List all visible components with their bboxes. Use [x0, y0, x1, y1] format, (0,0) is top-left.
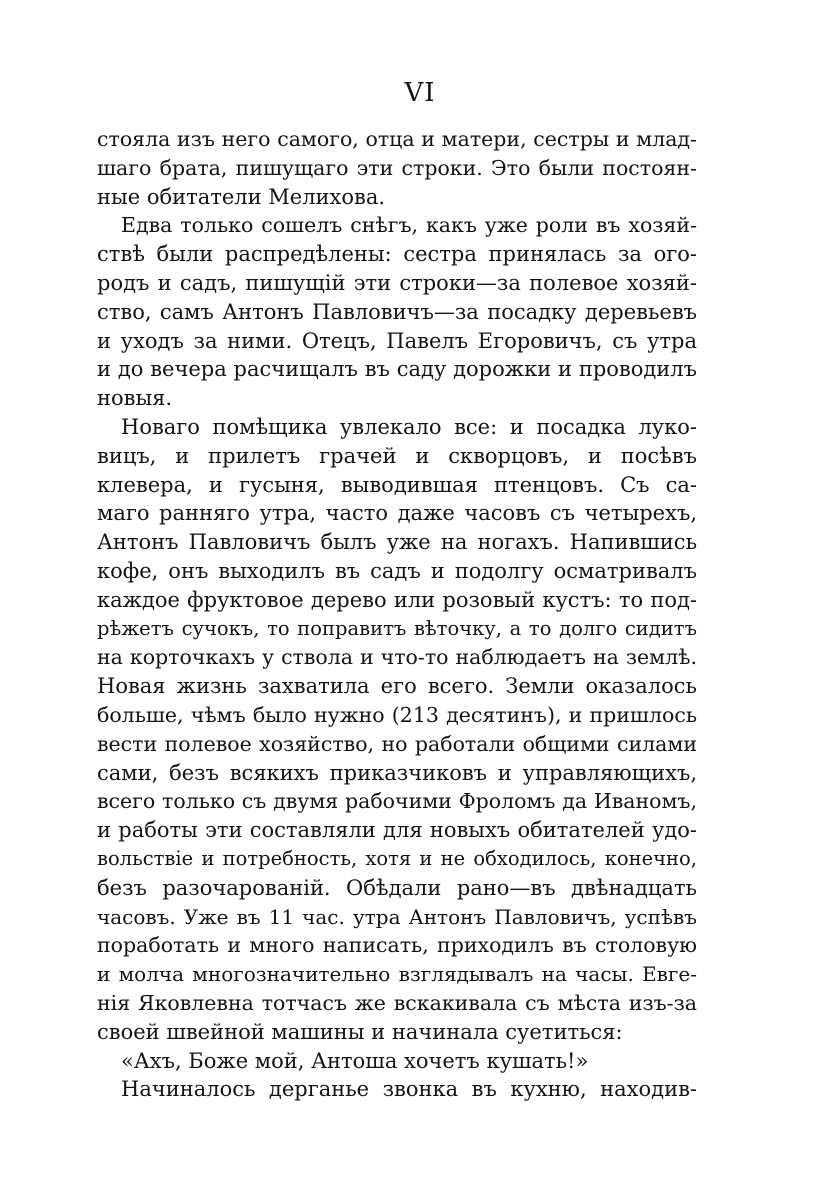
text-line: маго ранняго утра, часто даже часовъ съ четырехъ, — [97, 501, 697, 526]
text-line: ные обитатели Мелихова. — [97, 184, 386, 209]
text-line: новыя. — [97, 386, 173, 411]
text-line: Антонъ Павловичъ былъ уже на ногахъ. Напившись — [97, 530, 697, 555]
text-line: больше, чѣмъ было нужно (213 десятинъ), и пришлось — [97, 702, 697, 727]
text-line: «Ахъ, Боже мой, Антоша хочетъ кушать!» — [121, 1048, 589, 1073]
text-line: и до вечера расчищалъ въ саду дорожки и проводилъ — [97, 357, 697, 382]
text-line: Новаго помѣщика увлекало все: и посадка луко- — [121, 414, 697, 439]
text-line: всего только съ двумя рабочими Фроломъ да Иваномъ, — [97, 789, 697, 814]
text-line: и работы эти составляли для новыхъ обитателей удо- — [97, 818, 697, 843]
page-number: VI — [404, 78, 436, 108]
text-line: кофе, онъ выходилъ въ садъ и подолгу осматривалъ — [97, 558, 697, 583]
text-line: клевера, и гусыня, выводившая птенцовъ. Съ са- — [97, 472, 697, 497]
text-line: вести полевое хозяйство, но работали общими силами — [97, 731, 697, 756]
text-line: рѣжетъ сучокъ, то поправитъ вѣточку, а то долго сидитъ — [97, 616, 697, 640]
text-line: вицъ, и прилетъ грачей и скворцовъ, и посѣвъ — [97, 443, 697, 468]
text-line: на корточкахъ у ствола и что-то наблюдаетъ на землѣ. — [97, 645, 697, 670]
text-line: своей швейной машины и начинала суетиться: — [97, 1019, 623, 1044]
text-line: поработать и много написать, приходилъ въ столовую — [97, 933, 697, 958]
text-line: нія Яковлевна тотчасъ же вскакивала съ мѣста изъ-за — [97, 990, 697, 1015]
text-line: шаго брата, пишущаго эти строки. Это были постоян- — [97, 155, 697, 180]
text-line: безъ разочарованій. Обѣдали рано—въ двѣнадцать — [97, 875, 697, 900]
text-line: Новая жизнь захватила его всего. Земли оказалось — [97, 674, 697, 699]
text-line: часовъ. Уже въ 11 час. утра Антонъ Павловичъ, успѣвъ — [97, 904, 697, 929]
text-line: родъ и садъ, пишущій эти строки—за полевое хозяй- — [97, 270, 697, 295]
text-line: стояла изъ него самого, отца и матери, сестры и млад- — [97, 127, 697, 151]
text-line: вольствіе и потребность, хотя и не обходилось, конечно, — [97, 846, 697, 870]
text-line: Начиналось дерганье звонка въ кухню, находив- — [121, 1077, 697, 1102]
text-line: и уходъ за ними. Отецъ, Павелъ Егоровичъ, съ утра — [97, 328, 697, 353]
text-line: сами, безъ всякихъ приказчиковъ и управляющихъ, — [97, 760, 697, 785]
text-line: Едва только сошелъ снѣгъ, какъ уже роли въ хозяй- — [121, 213, 697, 238]
text-line: каждое фруктовое дерево или розовый кустъ: то под- — [97, 587, 697, 612]
text-line: ствѣ были распредѣлены: сестра принялась за ого- — [97, 242, 697, 267]
text-line: и молча многозначительно взглядывалъ на часы. Евге- — [97, 962, 697, 987]
body-text — [97, 125, 697, 1104]
text-line: ство, самъ Антонъ Павловичъ—за посадку деревьевъ — [97, 299, 697, 324]
